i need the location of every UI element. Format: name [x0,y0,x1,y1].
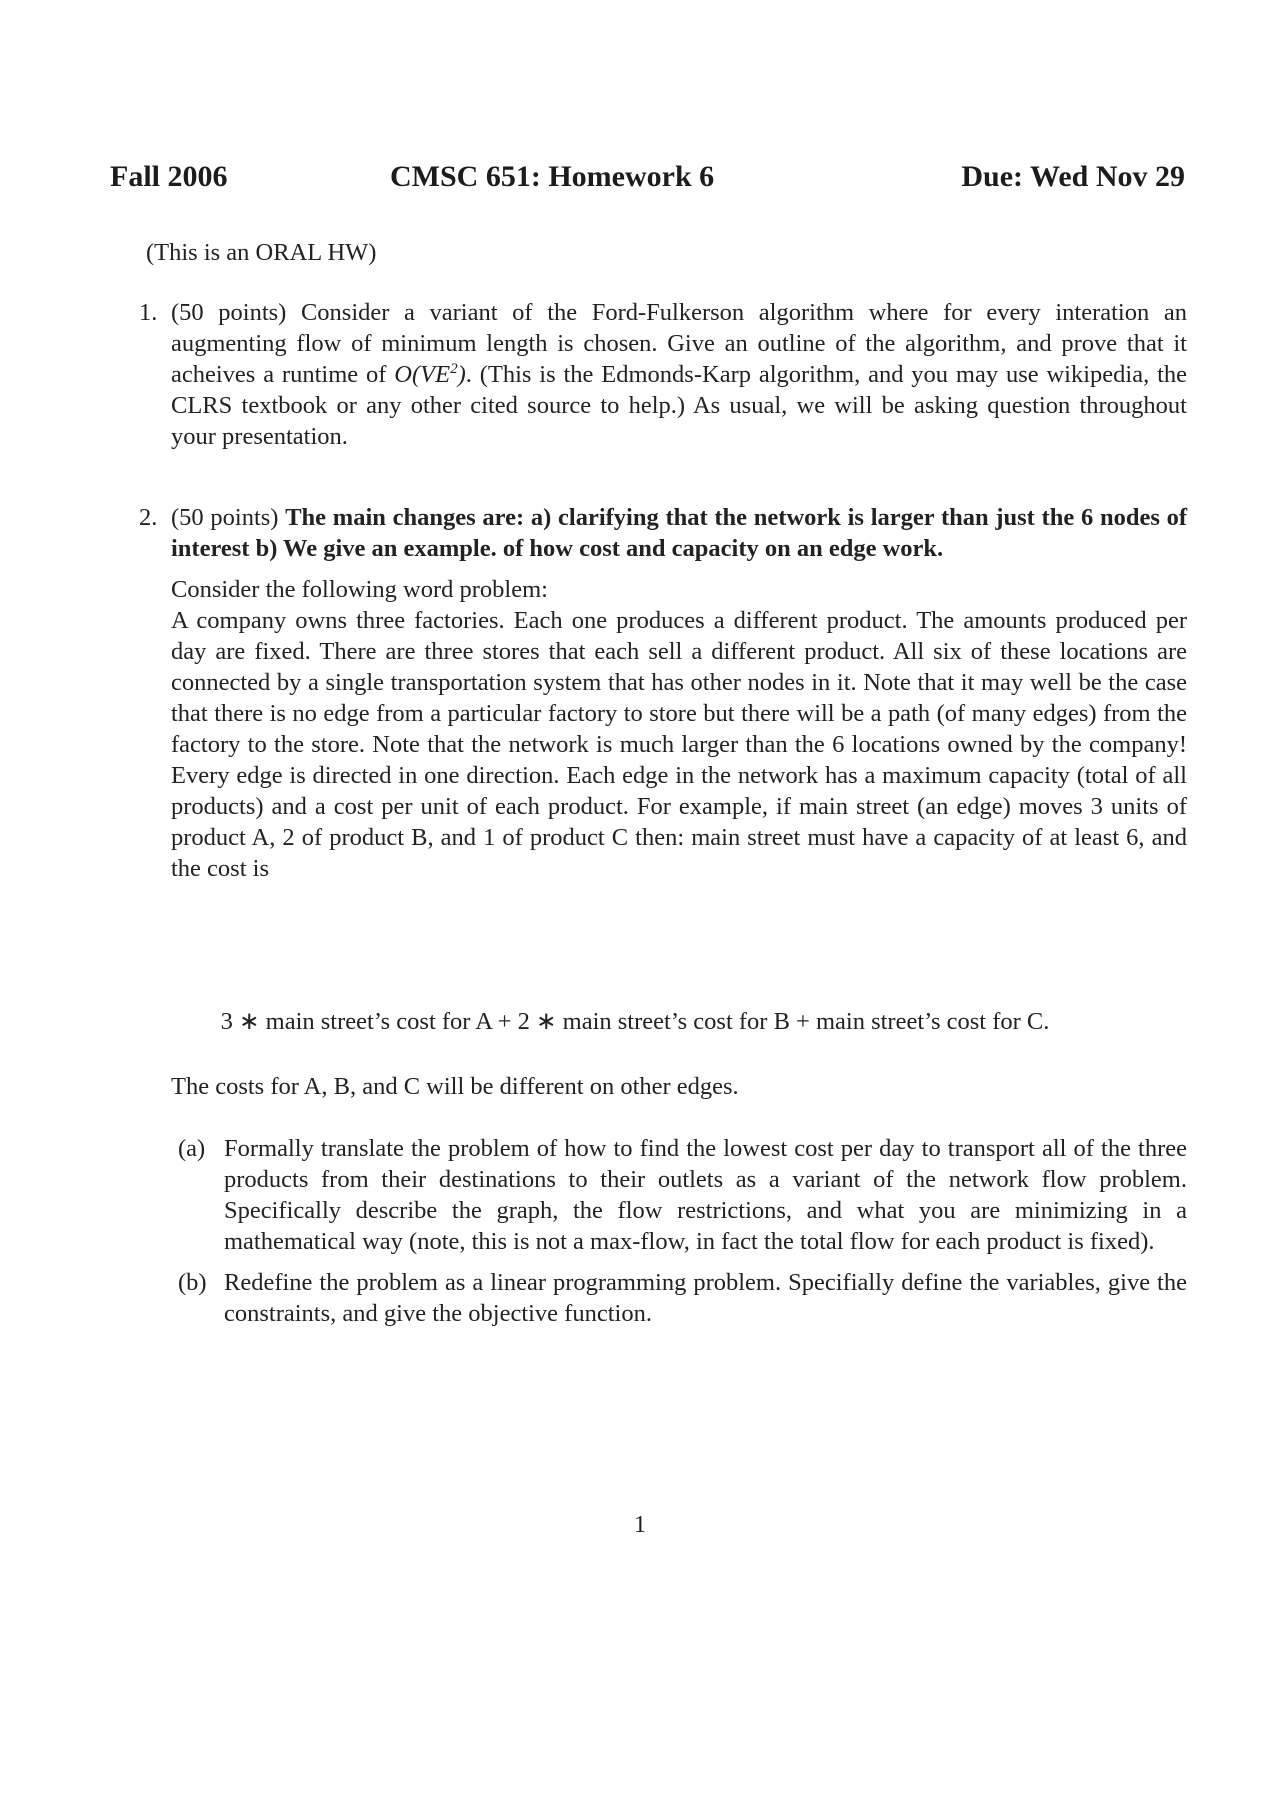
costs-note: The costs for A, B, and C will be different on other edges. [171,1073,739,1100]
cost-equation [0,1006,1280,1037]
part-b-label: (b) [178,1269,207,1296]
problem-2-content [171,502,1187,884]
problem-2-intro: Consider the following word problem: [171,576,548,603]
runtime-math [394,361,465,388]
problem-2-changes-note: The main changes are: a) clarifying that the network is larger than just the 6 nodes of interest b) We give an example. of how cost and capacity on an edge work. [171,504,1188,562]
semester-label: Fall 2006 [110,160,228,193]
problem-2-description: A company owns three factories. Each one produces a different product. The amounts produced per day are fixed. There are three stores that each sell a different product. All six of these locations are connected by a single transportation system that has other nodes in it. Note that it may well be the case that there is no edge from a particular factory to store but there will be a path (of many edges) from the factory to the store. Note that the network is much larger than the 6 locations owned by the company! Every edge is directed in one direction. Each edge in the network has a maximum capacity (total of all products) and a cost per unit of each product. For example, if main street (an edge) moves 3 units of product A, 2 of product B, and 1 of product C then: main street must have a capacity of at least 6, and the cost is [171,607,1187,882]
runtime-math-close: ) [457,361,466,388]
problem-2-points: (50 points) [171,504,279,531]
part-b-text: Redefine the problem as a linear programming problem. Specifially define the variables, give the constraints, and give the objective function. [224,1269,1187,1327]
problem-1-text-start: (50 points) Consider a variant of the Ford-Fulkerson algorithm where for every interation an augmenting flow of minimum length is chosen. Give an outline of the algorithm, and prove that it acheives a runtime of [171,299,1187,388]
part-a-text: Formally translate the problem of how to find the lowest cost per day to transport all of the three products from their destinations to their outlets as a variant of the network flow problem. Specifically describe the graph, the flow restrictions, and what you are minimizing in a mathematical way (note, this is not a max-flow, in fact the total flow for each product is fixed). [224,1135,1187,1255]
due-date: Due: Wed Nov 29 [961,160,1185,193]
course-title: CMSC 651: Homework 6 [390,160,715,193]
problem-1-content [171,297,1187,452]
runtime-math-exponent: 2 [450,360,458,377]
problem-1-text-end: . (This is the Edmonds-Karp algorithm, and you may use wikipedia, the CLRS textbook or any other cited source to help.) As usual, we will be asking question throughout your presentation. [171,361,1187,450]
problem-1-number: 1. [139,299,158,326]
runtime-math-base: O(VE [394,361,451,388]
problem-2-number: 2. [139,504,158,531]
oral-hw-note: (This is an ORAL HW) [146,239,377,266]
problem-2-parts [178,1133,1187,1339]
problem-2-part-b [178,1267,1187,1329]
problem-2-header [171,502,1187,564]
problem-1 [139,297,1187,452]
page-number: 1 [633,1511,647,1538]
document-header [110,160,1185,200]
part-a-label: (a) [178,1135,206,1162]
problem-2 [139,502,1187,884]
problem-2-part-a [178,1133,1187,1257]
cost-equation-text: 3 ∗ main street’s cost for A + 2 ∗ main street’s cost for B + main street’s cost for C. [220,1008,1050,1035]
